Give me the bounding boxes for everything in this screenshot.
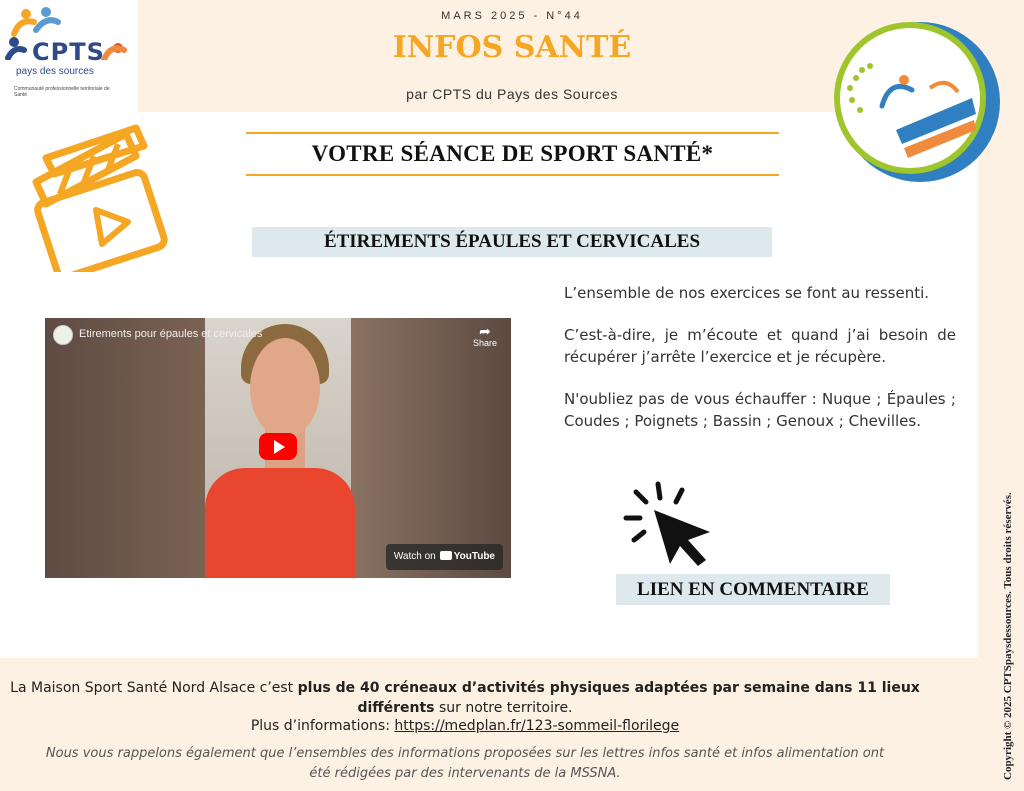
cpts-logo-word: CPTS <box>32 38 105 66</box>
footer-more-info <box>0 718 930 734</box>
section-title: VOTRE SÉANCE DE SPORT SANTÉ* <box>311 141 714 166</box>
description-paragraph-3: N'oubliez pas de vous échauffer : Nuque ; Épaules ; Coudes ; Poignets ; Bassin ; Genoux ; Chevilles. <box>564 390 956 430</box>
copyright-notice: Copyright © 2025 CPTSpaysdessources. Tous droits réservés. <box>1002 492 1014 780</box>
share-icon: ➦ <box>479 323 491 339</box>
click-cursor-icon <box>622 478 718 570</box>
video-frame-right <box>351 318 511 578</box>
link-in-comment-box <box>616 574 890 605</box>
exercise-description <box>564 282 956 452</box>
description-paragraph-2: C’est-à-dire, je m’écoute et quand j’ai besoin de récupérer j’arrête l’exercice et je récupère. <box>564 326 956 366</box>
share-label: Share <box>472 338 497 348</box>
page-title: INFOS SANTÉ <box>392 30 632 65</box>
video-frame-left <box>45 318 205 578</box>
video-person-face <box>250 338 320 438</box>
share-button[interactable] <box>473 324 497 348</box>
youtube-label: YouTube <box>453 551 495 562</box>
link-in-comment-label: LIEN EN COMMENTAIRE <box>637 579 869 600</box>
byline: par CPTS du Pays des Sources <box>406 86 618 102</box>
youtube-icon <box>440 551 452 560</box>
play-button[interactable] <box>259 433 297 460</box>
video-title[interactable]: Etirements pour épaules et cervicales <box>79 328 263 340</box>
footer-note: Nous vous rappelons également que l’ensembles des informations proposées sur les lettres infos santé et infos alimentation ont été rédigées par des intervenants de la MSSNA. <box>45 746 885 781</box>
video-clapper-icon <box>30 122 175 272</box>
issue-line: MARS 2025 - N°44 <box>441 10 583 22</box>
footer-intro <box>0 678 930 718</box>
video-player[interactable] <box>45 318 511 578</box>
channel-avatar[interactable] <box>53 325 73 345</box>
footer <box>0 658 978 791</box>
section-title-frame <box>246 132 779 176</box>
description-paragraph-1: L’ensemble de nos exercices se font au ressenti. <box>564 284 930 302</box>
footer-intro-highlight: plus de 40 créneaux d’activités physiques adaptées par semaine dans 11 lieux différents <box>297 680 920 716</box>
maison-sport-sante-logo <box>826 18 1008 186</box>
footer-intro-start: La Maison Sport Santé Nord Alsace c’est <box>10 680 298 696</box>
exercise-title-box <box>252 227 772 257</box>
cpts-logo-desc: Communauté professionnelle territoriale de Santé <box>14 86 110 98</box>
watch-on-label: Watch on <box>393 551 436 562</box>
video-person-shirt <box>205 468 355 578</box>
footer-intro-end: sur notre territoire. <box>434 700 573 716</box>
more-info-label: Plus d’informations: <box>250 718 395 734</box>
exercise-title: ÉTIREMENTS ÉPAULES ET CERVICALES <box>323 231 701 252</box>
watch-on-youtube-button[interactable] <box>386 544 503 570</box>
cpts-logo-sub: pays des sources <box>16 66 94 77</box>
more-info-link[interactable]: https://medplan.fr/123-sommeil-florilege <box>394 718 680 734</box>
